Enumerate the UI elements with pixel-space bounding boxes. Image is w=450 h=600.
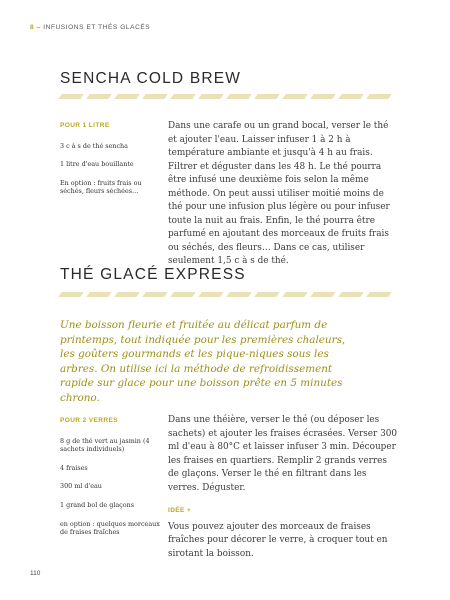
ingredient-item: 4 fraises: [60, 463, 88, 472]
ingredient-item: 300 ml d'eau: [60, 482, 102, 491]
idea-label: IDÉE +: [168, 507, 192, 514]
recipe-title-sencha: SENCHA COLD BREW: [60, 70, 242, 87]
decorative-stripes: [60, 94, 392, 99]
ingredient-item: en option : quelques morceaux de fraises fraîches: [60, 519, 160, 537]
ingredient-item: 8 g de thé vert au jasmin (4 sachets individuels): [60, 436, 150, 454]
instructions-sencha: [168, 120, 398, 269]
yield-label: POUR 2 VERRES: [60, 417, 118, 424]
recipe-title-express: THÉ GLACÉ EXPRESS: [60, 266, 246, 283]
decorative-stripes: [60, 292, 392, 297]
ingredient-item: 3 c à s de thé sencha: [60, 141, 128, 150]
idea-text: Vous pouvez ajouter des morceaux de fraises fraîches pour décorer le verre, à croquer tout en sirotant la boisson.: [168, 521, 388, 559]
chapter-number: 8: [30, 24, 35, 31]
instructions-text: Dans une carafe ou un grand bocal, verser le thé et ajouter l'eau. Laisser infuser 1 à 2 h à température ambiante et jusqu'à 4 h au frais. Filtrer et déguster dans les 48 h. Le thé pourra être infusé une deuxième fois selon la même méthode. On peut aussi utiliser moitié moins de thé pour une infusion plus légère ou pour infuser toute la nuit au frais. Enfin, le thé pourra être parfumé en ajoutant des morceaux de fruits frais ou séchés, des fleurs… Dans ce cas, utiliser seulement 1,5 c à s de thé.: [168, 121, 390, 266]
ingredient-item: En option : fruits frais ou séchés, fleurs séchées…: [60, 178, 142, 196]
page-number: 110: [30, 570, 41, 577]
recipe-intro: Une boisson fleurie et fruitée au délicat parfum de printemps, tout indiquée pour les premières chaleurs, les goûters gourmands et les pique-niques sous les arbres. On utilise ici la méthode de refroidissement rapide sur glace pour une boisson prête en 5 minutes chrono.: [60, 319, 346, 404]
ingredients-sencha: [60, 122, 160, 206]
ingredient-item: 1 grand bol de glaçons: [60, 500, 134, 509]
ingredients-express: [60, 417, 160, 547]
instructions-express: [168, 414, 398, 561]
instructions-text: Dans une théière, verser le thé (ou déposer les sachets) et ajouter les fraises écrasées. Verser 300 ml d'eau à 80°C et laisser infuser 3 min. Découper les fraises en quartiers. Remplir 2 grands verres de glaçons. Verser le thé en filtrant dans les verres. Déguster.: [168, 415, 398, 493]
ingredient-item: 1 litre d'eau bouillante: [60, 160, 134, 169]
running-head: [30, 24, 150, 31]
chapter-title: – INFUSIONS ET THÉS GLACÉS: [36, 24, 151, 31]
yield-label: POUR 1 LITRE: [60, 122, 110, 129]
